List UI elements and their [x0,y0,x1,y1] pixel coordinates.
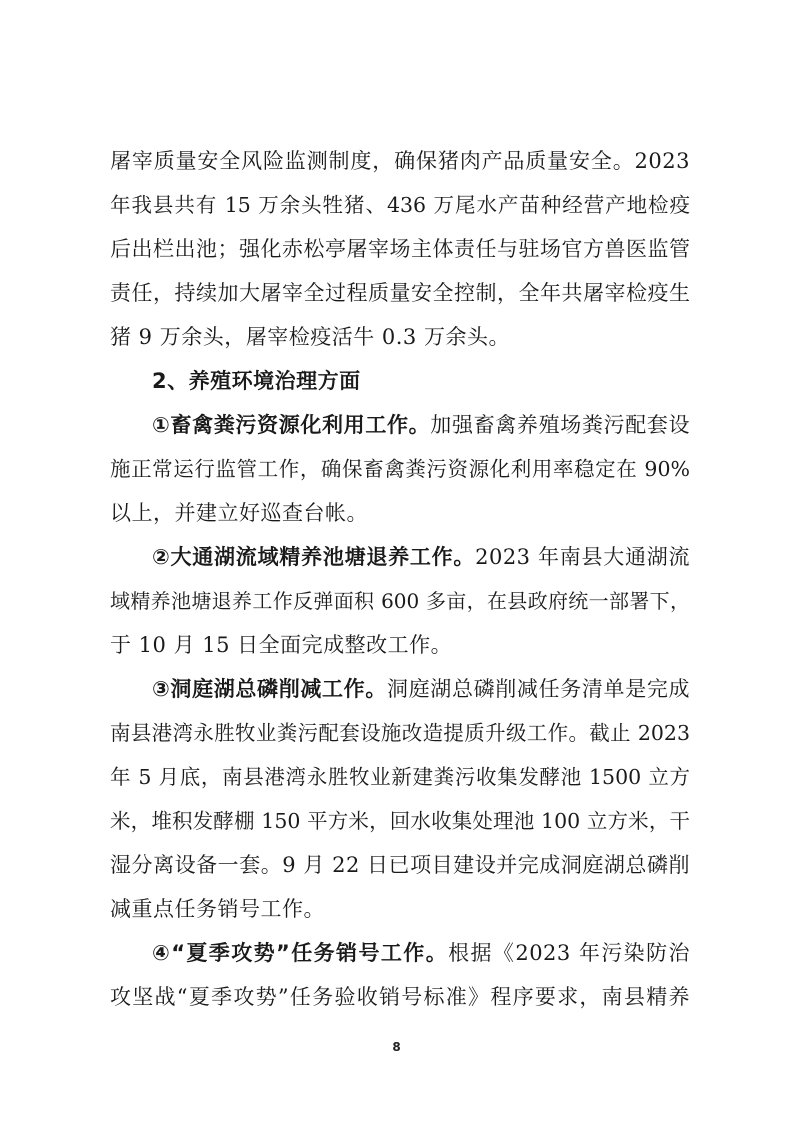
item-first-line [152,938,690,968]
item-lead: ②大通湖流域精养池塘退养工作。 [152,545,476,569]
paragraph-line: 责任，持续加大屠宰全过程质量安全控制，全年共屠宰检疫生 [110,281,691,305]
paragraph-line: 后出栏出池；强化赤松亭屠宰场主体责任与驻场官方兽医监管 [110,237,691,261]
item-text: 加强畜禽养殖场粪污配套设 [430,413,691,437]
paragraph-line: 减重点任务销号工作。 [110,897,325,921]
paragraph-line: 年 5 月底，南县港湾永胜牧业新建粪污收集发酵池 1500 立方 [110,765,690,789]
item-text: 2023 年南县大通湖流 [475,545,690,569]
item-first-line [152,542,690,572]
paragraph-line: 年我县共有 15 万余头牲猪、436 万尾水产苗种经营产地检疫 [110,193,690,217]
paragraph-line: 米，堆积发酵棚 150 平方米，回水收集处理池 100 立方米，干 [110,809,690,833]
paragraph-line: 湿分离设备一套。9 月 22 日已项目建设并完成洞庭湖总磷削 [110,853,690,877]
item-first-line [152,410,690,440]
paragraph-line: 施正常运行监管工作，确保畜禽粪污资源化利用率稳定在 90% [110,457,690,481]
item-lead: ④“夏季攻势”任务销号工作。 [152,941,449,965]
paragraph-line: 域精养池塘退养工作反弹面积 600 多亩，在县政府统一部署下， [110,589,690,613]
section-heading: 2、养殖环境治理方面 [152,369,361,393]
paragraph-line: 攻坚战“夏季攻势”任务验收销号标准》程序要求，南县精养 [110,985,690,1009]
item-lead: ①畜禽粪污资源化利用工作。 [152,413,431,437]
paragraph-line: 屠宰质量安全风险监测制度，确保猪肉产品质量安全。2023 [110,149,690,173]
item-lead: ③洞庭湖总磷削减工作。 [152,677,387,701]
page-number: 8 [392,1040,401,1054]
paragraph-line: 以上，并建立好巡查台帐。 [110,501,368,525]
item-text: 根据《2023 年污染防治 [448,941,690,965]
paragraph-line: 猪 9 万余头，屠宰检疫活牛 0.3 万余头。 [110,325,510,349]
paragraph-line: 于 10 月 15 日全面完成整改工作。 [110,633,453,657]
item-text: 洞庭湖总磷削减任务清单是完成 [386,677,690,701]
item-first-line [152,674,690,704]
paragraph-line: 南县港湾永胜牧业粪污配套设施改造提质升级工作。截止 2023 [110,721,690,745]
